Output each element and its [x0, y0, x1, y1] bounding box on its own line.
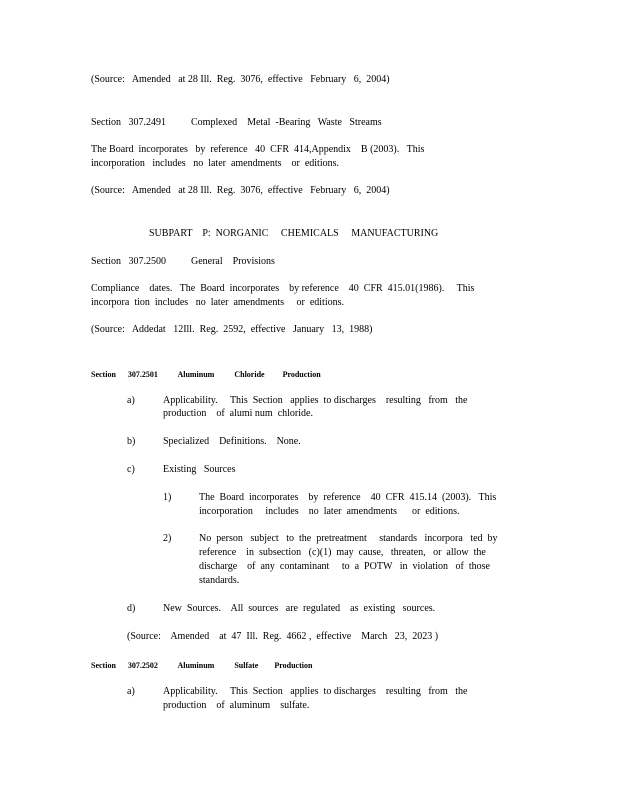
- section-body: Compliance dates. The Board incorporates by reference 40 CFR 415.01(1986). This: [91, 283, 475, 294]
- list-item-text: Applicability. This Section applies to discharges resulting from the: [163, 686, 468, 697]
- source-note: (Source: Amended at 28 Ill. Reg. 3076, effective February 6, 2004): [91, 74, 390, 85]
- sublist-item-text: discharge of any contaminant to a POTW in violation of those: [199, 561, 490, 572]
- section-heading: Section 307.2500 General Provisions: [91, 256, 275, 267]
- section-heading: Section 307.2491 Complexed Metal -Bearing Waste Streams: [91, 117, 382, 128]
- list-item-text: production of alumi num chloride.: [163, 408, 313, 419]
- source-note: (Source: Addedat 12Ill. Reg. 2592, effective January 13, 1988): [91, 324, 373, 335]
- sublist-item-text: No person subject to the pretreatment standards incorpora ted by: [199, 533, 498, 544]
- section-body: incorporation includes no later amendments or editions.: [91, 158, 339, 169]
- sublist-label: 2): [163, 533, 172, 544]
- sublist-label: 1): [163, 492, 172, 503]
- list-label: a): [127, 395, 135, 406]
- list-label: b): [127, 436, 136, 447]
- section-body: incorpora tion includes no later amendments or editions.: [91, 297, 344, 308]
- sublist-item-text: The Board incorporates by reference 40 CFR 415.14 (2003). This: [199, 492, 497, 503]
- list-item-text: Applicability. This Section applies to discharges resulting from the: [163, 395, 468, 406]
- list-item-text: Specialized Definitions. None.: [163, 436, 301, 447]
- source-note: (Source: Amended at 28 Ill. Reg. 3076, effective February 6, 2004): [91, 185, 390, 196]
- list-label: c): [127, 464, 135, 475]
- section-heading: Section 307.2502 Aluminum Sulfate Production: [91, 661, 313, 670]
- list-label: d): [127, 603, 136, 614]
- section-body: The Board incorporates by reference 40 CFR 414,Appendix B (2003). This: [91, 144, 425, 155]
- sublist-item-text: reference in subsection (c)(1) may cause, threaten, or allow the: [199, 547, 486, 558]
- list-label: a): [127, 686, 135, 697]
- list-item-text: Existing Sources: [163, 464, 236, 475]
- source-note: (Source: Amended at 47 Ill. Reg. 4662 , effective March 23, 2023 ): [127, 631, 439, 642]
- sublist-item-text: standards.: [199, 575, 240, 586]
- list-item-text: production of aluminum sulfate.: [163, 700, 310, 711]
- sublist-item-text: incorporation includes no later amendments or editions.: [199, 506, 460, 517]
- subpart-heading: SUBPART P: NORGANIC CHEMICALS MANUFACTURING: [149, 228, 439, 239]
- section-heading: Section 307.2501 Aluminum Chloride Production: [91, 370, 321, 379]
- list-item-text: New Sources. All sources are regulated as existing sources.: [163, 603, 436, 614]
